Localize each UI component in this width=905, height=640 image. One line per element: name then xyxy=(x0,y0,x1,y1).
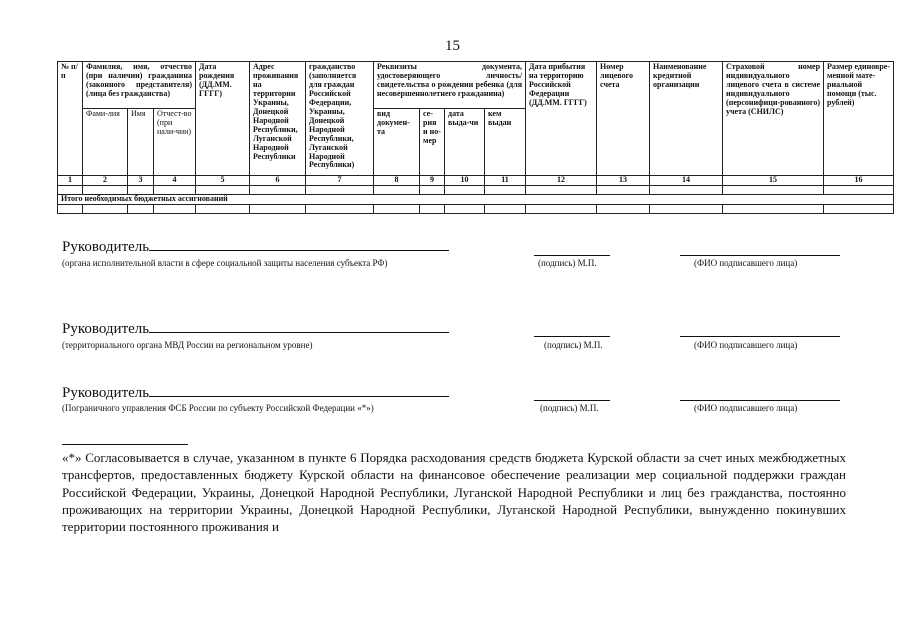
column-number: 16 xyxy=(824,176,894,186)
organ-caption: (органа исполнительной власти в сфере социальной защиты населения субъекта РФ) xyxy=(62,258,388,268)
signature-line xyxy=(149,240,449,251)
role-label: Руководитель xyxy=(62,321,150,337)
column-number: 4 xyxy=(154,176,196,186)
column-number: 3 xyxy=(128,176,154,186)
subheader-issue-date: дата выда-чи xyxy=(445,109,485,176)
header-arrival-date: Дата прибытия на территорию Российской Федерации (ДД.ММ. ГГГГ) xyxy=(526,62,597,176)
column-number: 11 xyxy=(485,176,526,186)
fio-caption: (ФИО подписавшего лица) xyxy=(694,258,798,268)
subheader-series: се-рия и но-мер xyxy=(420,109,445,176)
table-row xyxy=(58,186,894,195)
column-number: 9 xyxy=(420,176,445,186)
assistance-table xyxy=(57,61,894,214)
header-number: № п/п xyxy=(58,62,83,176)
signature-line xyxy=(149,322,449,333)
signature-caption: (подпись) М.П. xyxy=(540,403,599,413)
header-birth-date: Дата рождения (ДД.ММ. ГГГГ) xyxy=(196,62,250,176)
signature-line xyxy=(149,386,449,397)
signature-rule xyxy=(534,255,610,256)
signature-caption: (подпись) М.П. xyxy=(538,258,597,268)
column-number: 15 xyxy=(723,176,824,186)
fio-caption: (ФИО подписавшего лица) xyxy=(694,403,798,413)
header-full-name: Фамилия, имя, отчество (при наличии) гражданина (законного представителя) (лица без гражданства) xyxy=(83,62,196,109)
organ-caption: (территориального органа МВД России на региональном уровне) xyxy=(62,340,313,350)
header-citizenship: гражданство (заполняется для граждан Российской Федерации, Украины, Донецкой Народной Республики, Луганской Народной Республики) xyxy=(306,62,374,176)
column-number: 14 xyxy=(650,176,723,186)
header-address: Адрес проживания на территории Украины, Донецкой Народной Республики, Луганской Народной Республики xyxy=(250,62,306,176)
column-number: 10 xyxy=(445,176,485,186)
footnote-text: «*» Согласовывается в случае, указанном в пункте 6 Порядка расходования средств бюджета Курской области за счет иных межбюджетных трансфертов, предоставленных бюджету Курской области на финансовое обеспечение реализации мер социальной поддержки граждан Российской Федерации, Украины, Донецкой Народной Республики, Луганской Народной Республики и лиц без гражданства, постоянно проживающих на территории Украины, Донецкой Народной Республики, Луганской Народной Республики, вынужденно покинувших территории постоянного проживания и xyxy=(62,450,846,535)
header-bank: Наименование кредитной организации xyxy=(650,62,723,176)
column-number: 6 xyxy=(250,176,306,186)
subheader-issued-by: кем выдан xyxy=(485,109,526,176)
header-document: Реквизиты документа, удостоверяющего личность/ свидетельства о рождении ребенка (для несовершеннолетнего гражданина) xyxy=(374,62,526,109)
column-number: 7 xyxy=(306,176,374,186)
signature-rule xyxy=(534,336,610,337)
total-row-label: Итого необходимых бюджетных ассигнований xyxy=(58,195,894,205)
fio-caption: (ФИО подписавшего лица) xyxy=(694,340,798,350)
role-label: Руководитель xyxy=(62,239,150,255)
signature-caption: (подпись) М.П. xyxy=(544,340,603,350)
header-amount: Размер единовре-менной мате-риальной помощи (тыс. рублей) xyxy=(824,62,894,176)
page-number: 15 xyxy=(445,38,460,54)
fio-rule xyxy=(680,400,840,401)
subheader-doc-type: вид докумен-та xyxy=(374,109,420,176)
subheader-patronymic: Отчест-во (при нали-чии) xyxy=(154,109,196,176)
column-number: 5 xyxy=(196,176,250,186)
fio-rule xyxy=(680,255,840,256)
column-number: 13 xyxy=(597,176,650,186)
column-number: 2 xyxy=(83,176,128,186)
footnote-separator xyxy=(62,444,188,445)
column-number: 1 xyxy=(58,176,83,186)
signature-rule xyxy=(534,400,610,401)
subheader-surname: Фами-лия xyxy=(83,109,128,176)
header-snils: Страховой номер индивидуального лицевого счета в системе индивидуального (персонифици-рованного) учета (СНИЛС) xyxy=(723,62,824,176)
column-number: 8 xyxy=(374,176,420,186)
header-account-number: Номер лицевого счета xyxy=(597,62,650,176)
table-row xyxy=(58,205,894,214)
role-label: Руководитель xyxy=(62,385,150,401)
subheader-name: Имя xyxy=(128,109,154,176)
organ-caption: (Пограничного управления ФСБ России по субъекту Российской Федерации «*») xyxy=(62,403,374,413)
fio-rule xyxy=(680,336,840,337)
column-number: 12 xyxy=(526,176,597,186)
